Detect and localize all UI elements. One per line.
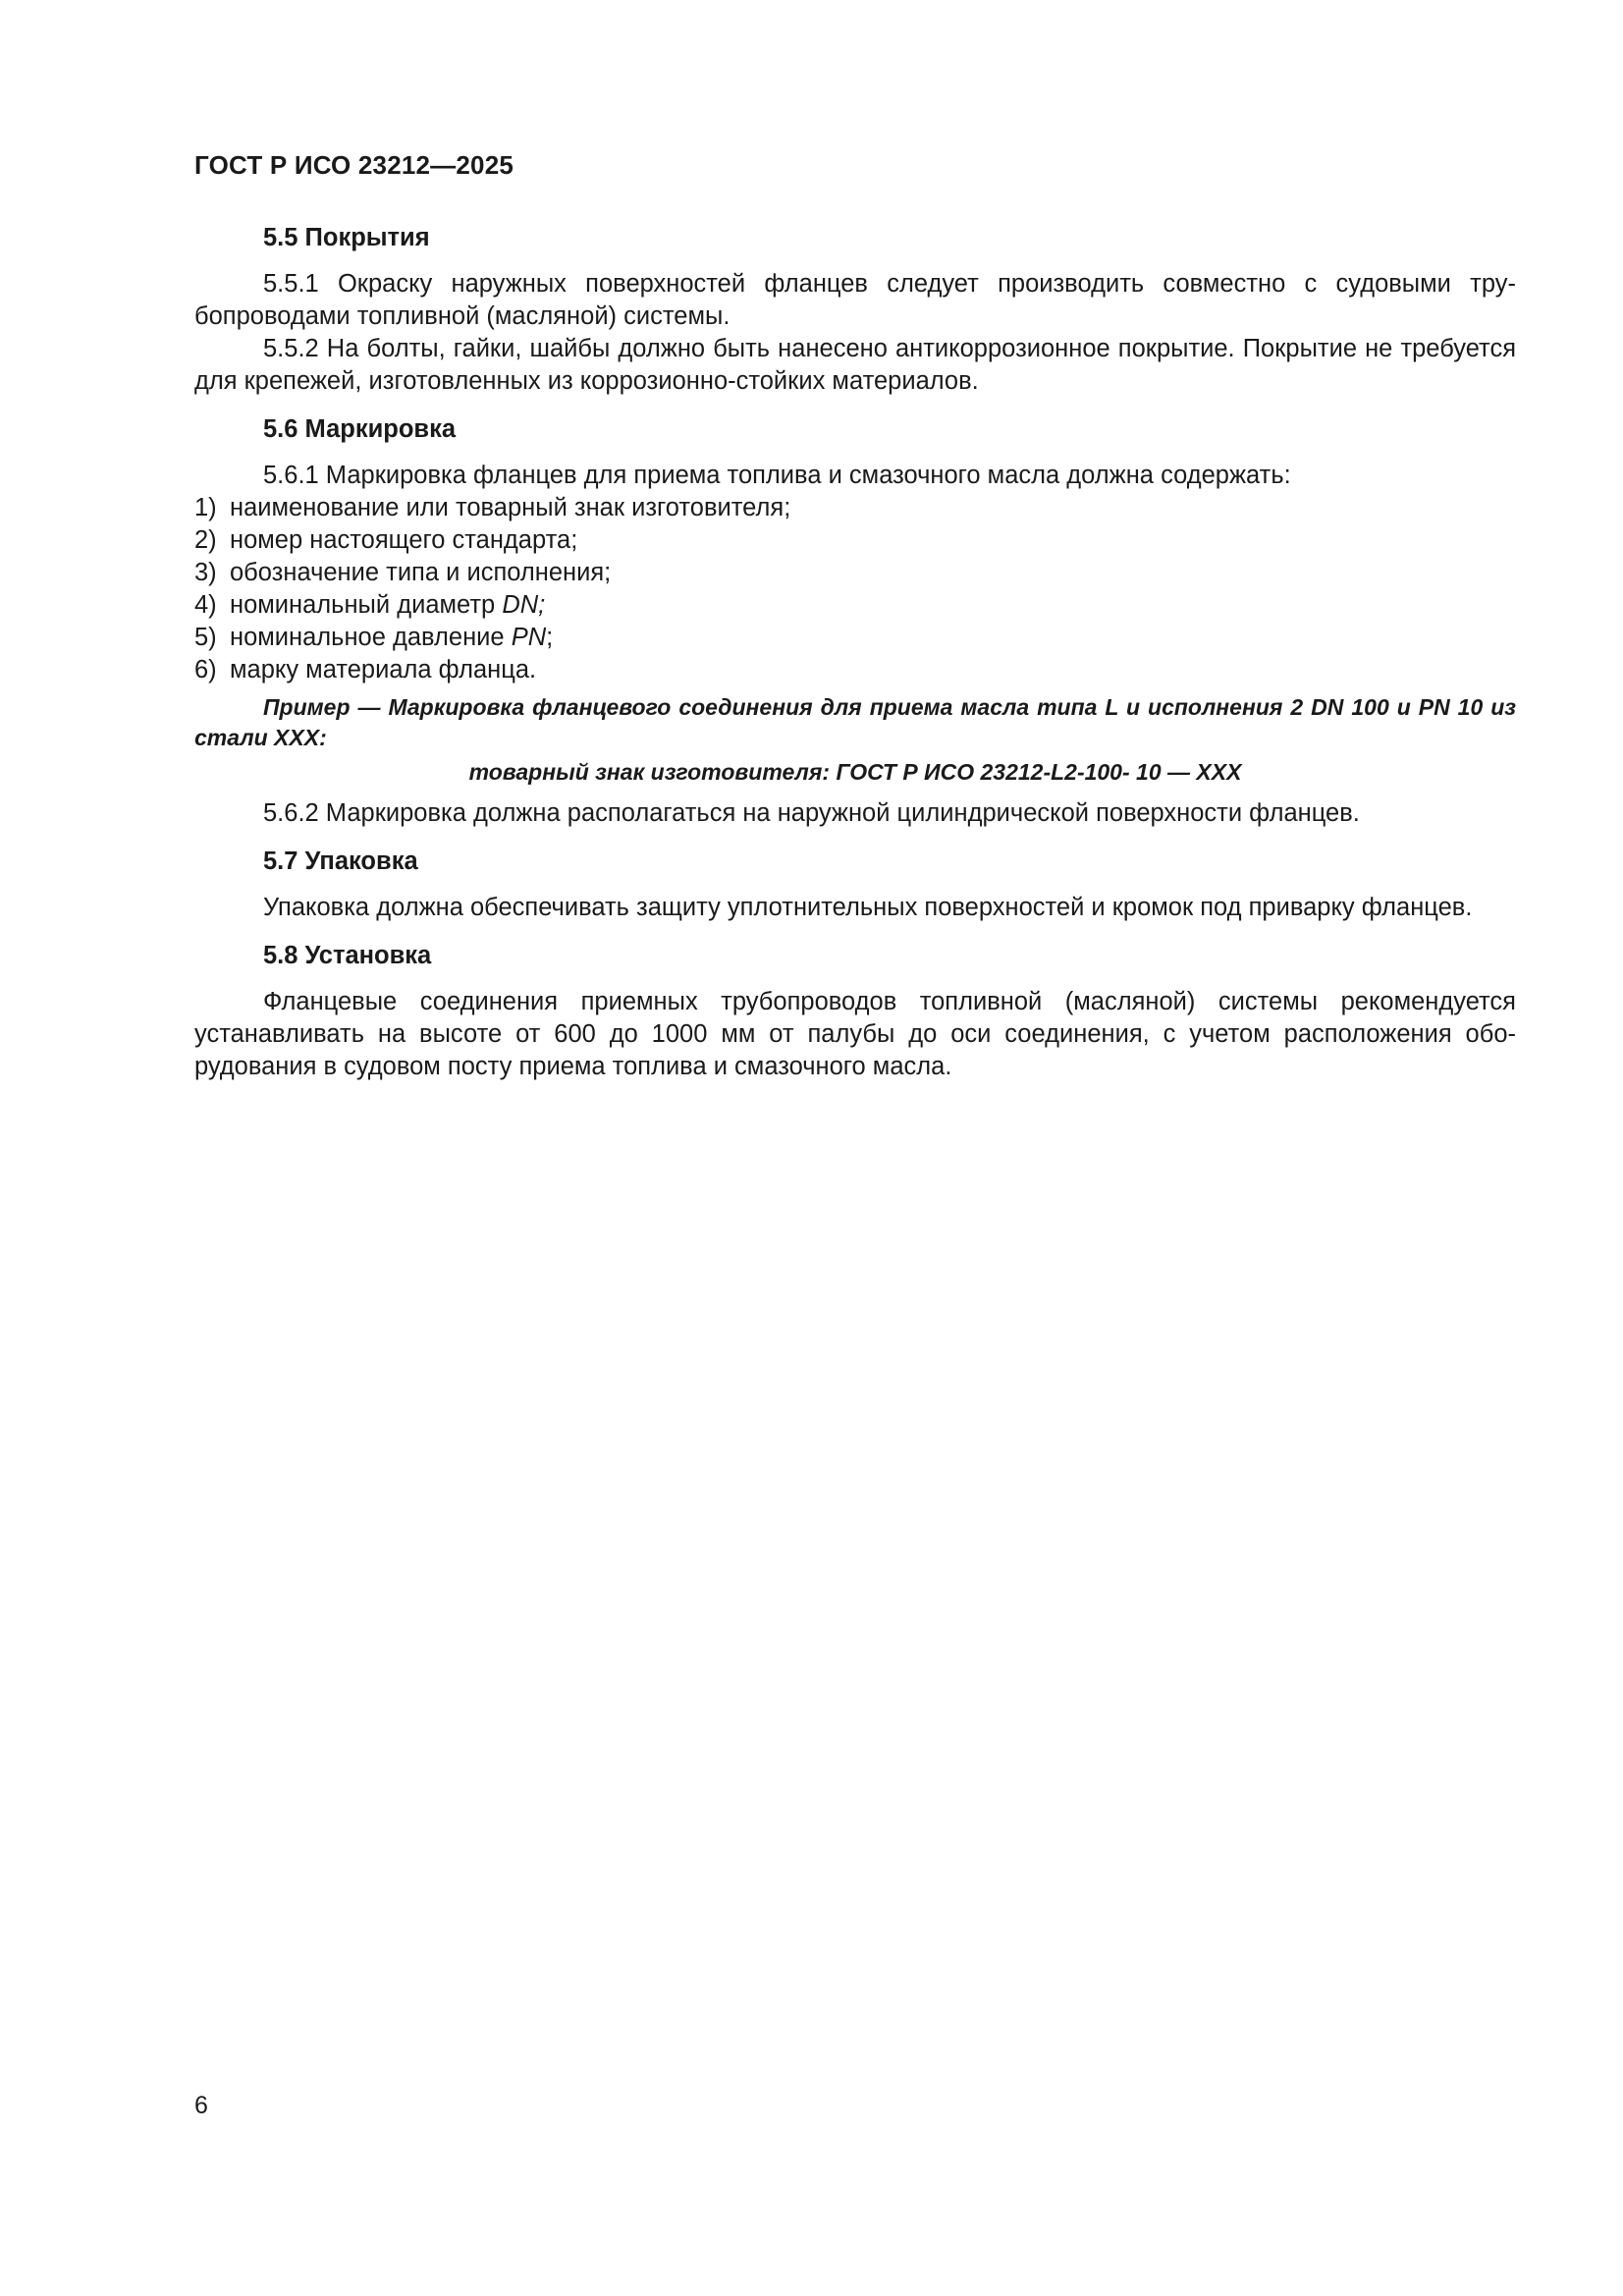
- paragraph-5-6-2: 5.6.2 Маркировка должна располагаться на наружной цилиндрической поверхности фланцев.: [263, 799, 1360, 827]
- list-item: 4) номинальный диаметр DN;: [194, 591, 546, 619]
- document-header: ГОСТ Р ИСО 23212—2025: [194, 150, 514, 180]
- list-item: 2) номер настоящего стандарта;: [194, 526, 578, 554]
- marking-list: [194, 492, 1516, 686]
- paragraph-5-6-1: 5.6.1 Маркировка фланцев для приема топлива и смазочного масла должна содержать:: [263, 462, 1291, 489]
- list-item: 5) номинальное давление PN;: [194, 624, 554, 651]
- heading-5-8: 5.8 Установка: [263, 942, 432, 969]
- heading-5-6: 5.6 Маркировка: [263, 415, 457, 443]
- list-item: 6) марку материала фланца.: [194, 656, 537, 683]
- page-number: 6: [194, 2092, 208, 2119]
- paragraph-5-5-1: 5.5.1 Окраску наружных поверхностей фланцев следует производить совместно с судовыми тру-бопроводами топливной (масляной) системы.: [194, 270, 1516, 330]
- example-designation: товарный знак изготовителя: ГОСТ Р ИСО 23212-L2-100- 10 — ХХХ: [468, 759, 1242, 785]
- paragraph-5-7: Упаковка должна обеспечивать защиту уплотнительных поверхностей и кромок под приварку фланцев.: [263, 894, 1473, 921]
- list-item: 1) наименование или товарный знак изготовителя;: [194, 494, 791, 521]
- paragraph-5-5-2: 5.5.2 На болты, гайки, шайбы должно быть нанесено антикоррозионное покрытие. Покрытие не требуется для крепежей, изготовленных из коррозионно-стойких материалов.: [194, 335, 1516, 395]
- document-body: [194, 222, 1516, 1083]
- example-text: Пример — Маркировка фланцевого соединения для приема масла типа L и исполнения 2 DN 100 и PN 10 из стали ХХХ:: [194, 694, 1516, 750]
- document-page: [194, 0, 1516, 2296]
- heading-5-7: 5.7 Упаковка: [263, 847, 418, 875]
- paragraph-5-8: Фланцевые соединения приемных трубопроводов топливной (масляной) системы рекомендуется устанавливать на высоте от 600 до 1000 мм от палубы до оси соединения, с учетом расположения обо-рудования в судовом посту приема топлива и смазочного масла.: [194, 988, 1516, 1080]
- heading-5-5: 5.5 Покрытия: [263, 224, 430, 251]
- list-item: 3) обозначение типа и исполнения;: [194, 559, 612, 586]
